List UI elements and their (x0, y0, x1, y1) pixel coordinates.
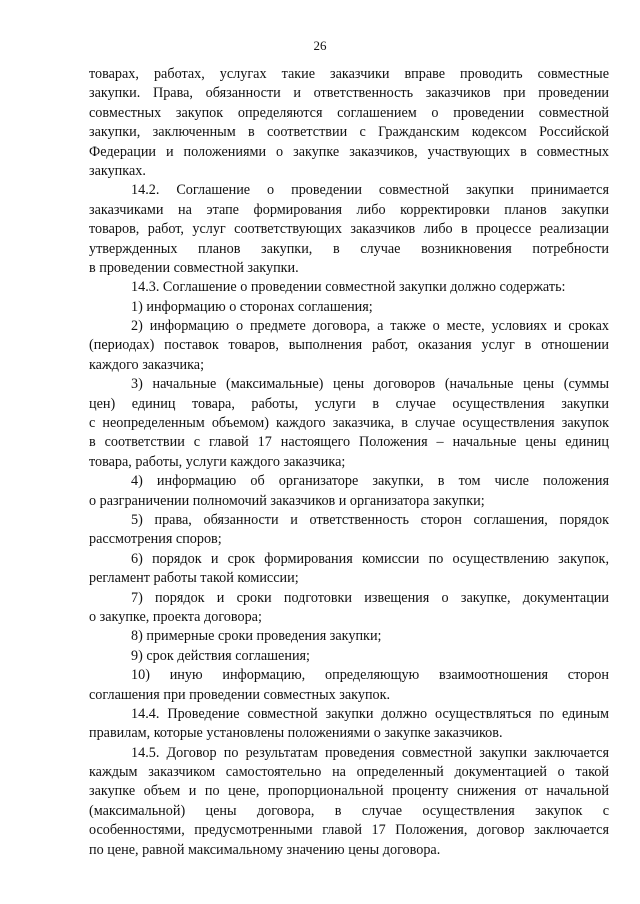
text-line: (периодах) поставок товаров, выполнения работ, оказания услуг в отношении (89, 337, 609, 354)
text-line: закупке объем и по цене, пропорциональной проценту снижения от начальной (89, 783, 609, 800)
text-line: о закупке, проекта договора; (89, 608, 262, 625)
document-body (89, 65, 609, 860)
text-line: регламент работы такой комиссии; (89, 570, 299, 587)
text-line: закупки, заключенным в соответствии с Гражданским кодексом Российской (89, 124, 609, 141)
text-line: закупки. Права, обязанности и ответственность заказчиков при проведении (89, 85, 609, 102)
text-line: (максимальной) цены договора, в случае осуществления закупок с (89, 802, 609, 819)
text-line: правилам, которые установлены положениями о закупке заказчиков. (89, 725, 503, 742)
page-number: 26 (313, 38, 327, 53)
text-line: 2) информацию о предмете договора, а также о месте, условиях и сроках (131, 318, 609, 335)
text-line: закупках. (89, 162, 146, 179)
text-line: 9) срок действия соглашения; (131, 647, 310, 664)
text-line: о разграничении полномочий заказчиков и организатора закупки; (89, 492, 485, 509)
text-line: 10) иную информацию, определяющую взаимоотношения сторон (131, 667, 609, 684)
text-line: рассмотрения споров; (89, 531, 222, 548)
text-line: товара, работы, услуги каждого заказчика; (89, 453, 346, 470)
text-line: каждым заказчиком самостоятельно на определенный документацией о такой (89, 764, 609, 781)
text-line: 4) информацию об организаторе закупки, в том числе положения (131, 473, 609, 490)
text-line: по цене, равной максимальному значению цены договора. (89, 841, 441, 858)
text-line: 14.3. Соглашение о проведении совместной закупки должно содержать: (131, 279, 566, 296)
text-line: 7) порядок и сроки подготовки извещения о закупке, документации (131, 589, 609, 606)
text-line: каждого заказчика; (89, 356, 205, 373)
text-line: товарах, работах, услугах такие заказчики вправе проводить совместные (89, 66, 609, 82)
text-line: в соответствии с главой 17 настоящего Положения – начальные цены единиц (89, 434, 609, 451)
text-line: 6) порядок и срок формирования комиссии по осуществлению закупок, (131, 550, 609, 567)
text-line: 14.5. Договор по результатам проведения совместной закупки заключается (131, 744, 609, 761)
text-line: 14.4. Проведение совместной закупки должно осуществляться по единым (131, 705, 609, 722)
text-line: 8) примерные сроки проведения закупки; (131, 628, 382, 645)
text-line: заказчиками на этапе формирования либо корректировки планов закупки (89, 201, 609, 218)
text-line: совместных закупок определяются соглашением о проведении совместной (89, 104, 609, 121)
text-line: 14.2. Соглашение о проведении совместной закупки принимается (131, 182, 609, 199)
text-line: 3) начальные (максимальные) цены договоров (начальные цены (суммы (131, 376, 609, 393)
text-line: 1) информацию о сторонах соглашения; (131, 298, 373, 315)
text-line: цен) единиц товара, работы, услуги в случае осуществления закупки (89, 395, 609, 412)
text-line: с неопределенным объемом) каждого заказчика, в случае осуществления закупок (89, 415, 609, 432)
text-line: утвержденных планов закупки, в случае возникновения потребности (89, 240, 609, 257)
text-line: товаров, работ, услуг соответствующих заказчиков либо в процессе реализации (89, 221, 609, 238)
text-line: Федерации и положениями о закупке заказчиков, участвующих в совместных (89, 143, 609, 160)
text-line: особенностями, предусмотренными главой 17 Положения, договор заключается (89, 822, 609, 839)
text-line: соглашения при проведении совместных закупок. (89, 686, 391, 703)
text-line: 5) права, обязанности и ответственность сторон соглашения, порядок (131, 511, 609, 528)
text-line: в проведении совместной закупки. (89, 259, 299, 276)
